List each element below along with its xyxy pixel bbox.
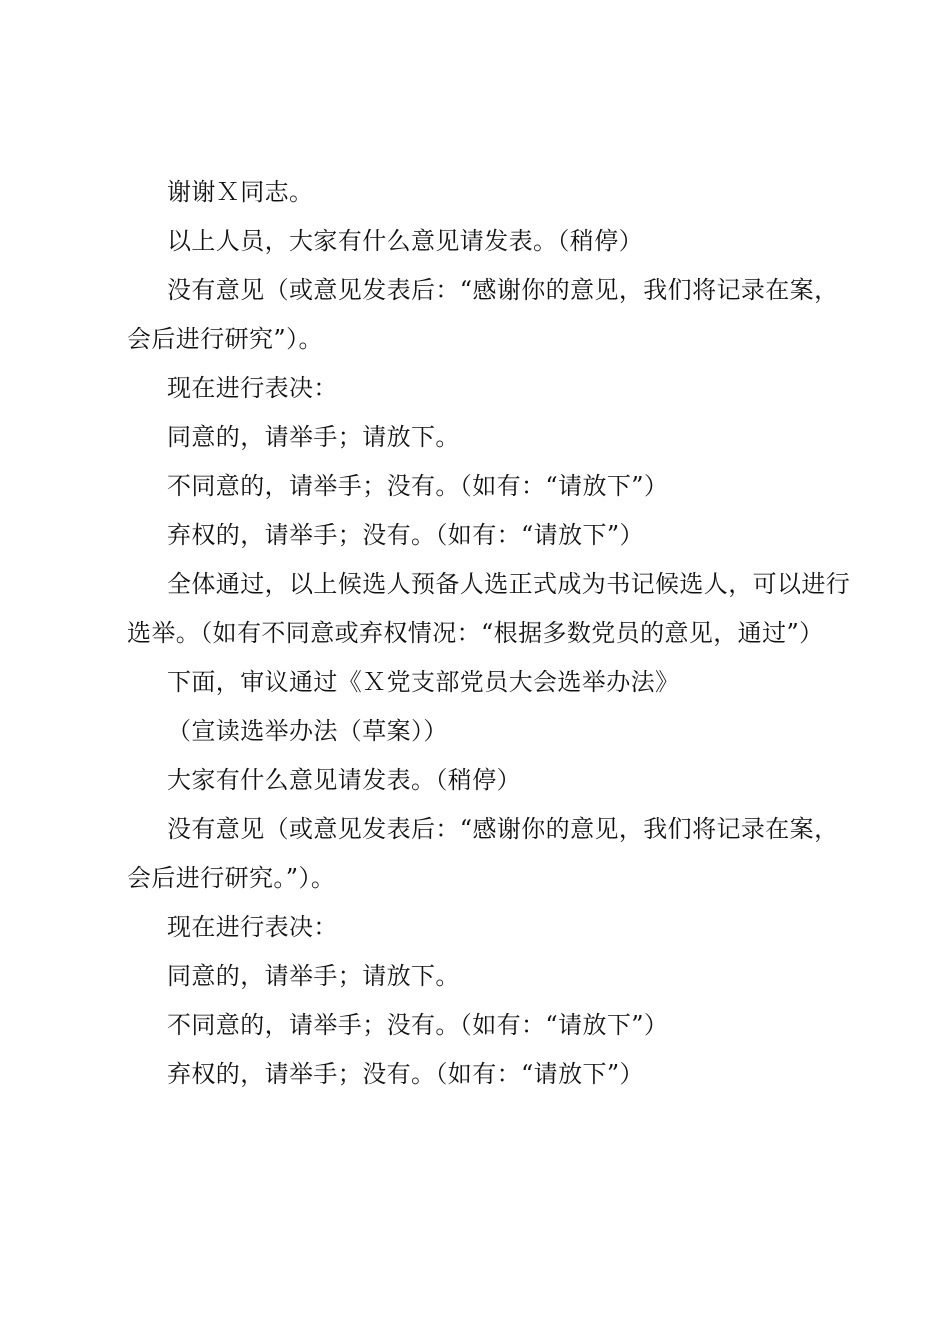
paragraph: 以上人员，大家有什么意见请发表。（稍停） — [167, 227, 643, 255]
paragraph: （宣读选举办法（草案）） — [167, 717, 448, 745]
paragraph: 下面，审议通过《Ｘ党支部党员大会选举办法》 — [167, 668, 680, 696]
paragraph: 同意的，请举手；请放下。 — [167, 423, 460, 451]
paragraph: 没有意见（或意见发表后：“感谢你的意见，我们将记录在案，会后进行研究。”）。 — [127, 815, 839, 892]
paragraph: 同意的，请举手；请放下。 — [167, 962, 460, 990]
paragraph: 谢谢Ｘ同志。 — [167, 178, 314, 206]
document-body — [127, 168, 857, 1099]
paragraph: 弃权的，请举手；没有。（如有：“请放下”） — [167, 521, 644, 549]
paragraph: 现在进行表决： — [167, 374, 338, 402]
paragraph: 全体通过，以上候选人预备人选正式成为书记候选人，可以进行选举。（如有不同意或弃权情况：“根据多数党员的意见，通过”） — [127, 570, 851, 647]
paragraph: 没有意见（或意见发表后：“感谢你的意见，我们将记录在案，会后进行研究”）。 — [127, 276, 839, 353]
paragraph: 大家有什么意见请发表。（稍停） — [167, 766, 521, 794]
paragraph: 弃权的，请举手；没有。（如有：“请放下”） — [167, 1060, 644, 1088]
paragraph: 现在进行表决： — [167, 913, 338, 941]
paragraph: 不同意的，请举手；没有。（如有：“请放下”） — [167, 1011, 669, 1039]
paragraph: 不同意的，请举手；没有。（如有：“请放下”） — [167, 472, 669, 500]
